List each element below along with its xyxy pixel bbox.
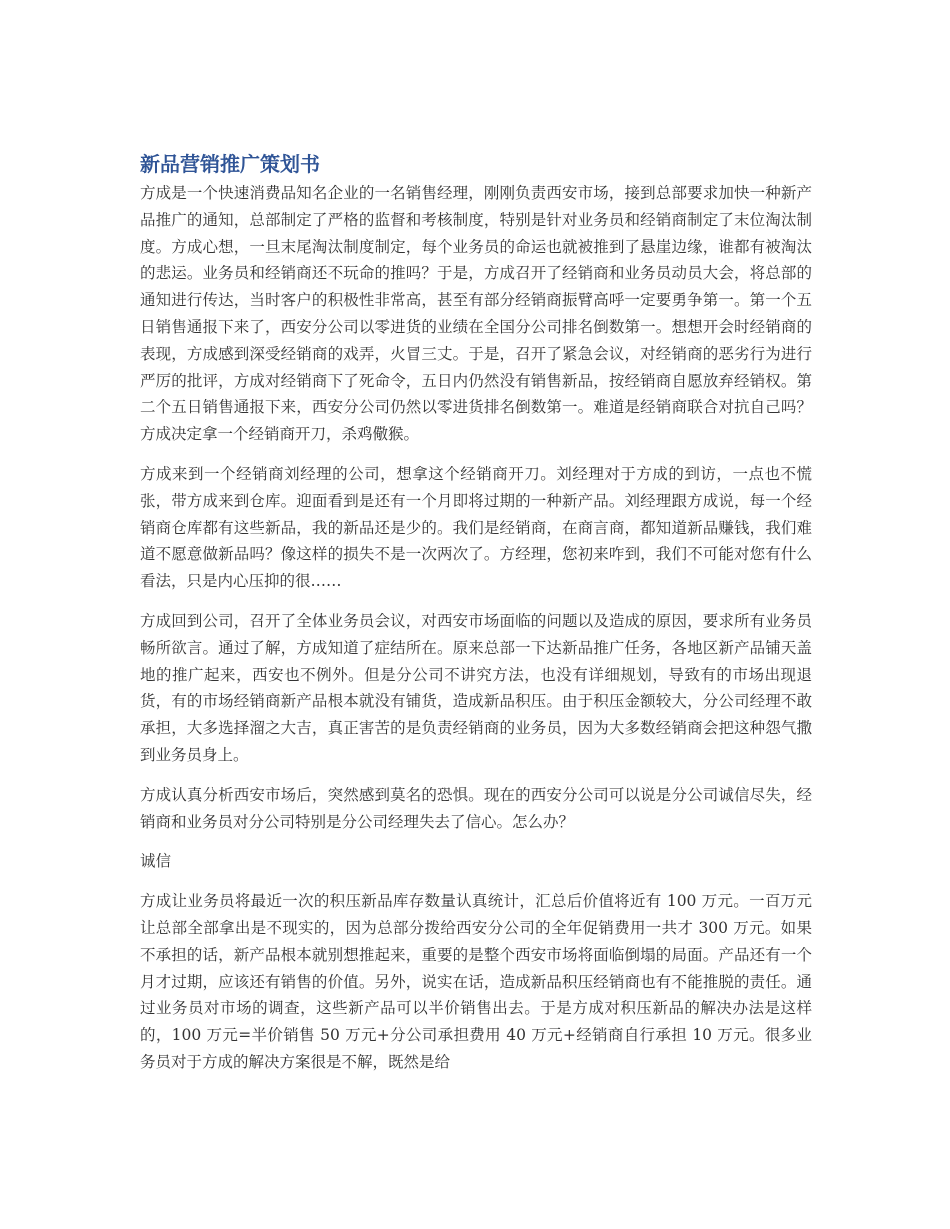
paragraph-solution: 方成让业务员将最近一次的积压新品库存数量认真统计，汇总后价值将近有 100 万元。一百万元让总部全部拿出是不现实的，因为总部分拨给西安分公司的全年促销费用一共才 300 万元。如果不承担的话，新产品根本就别想推起来，重要的是整个西安市场将面临倒塌的局面。产品还有一个月才过期，应该还有销售的价值。另外，说实在话，造成新品积压经销商也有不能推脱的责任。通过业务员对市场的调查，这些新产品可以半价销售出去。于是方成对积压新品的解决办法是这样的，100 万元=半价销售 50 万元+分公司承担费用 40 万元+经销商自行承担 10 万元。很多业务员对于方成的解决方案很是不解，既然是给 <box>140 892 812 1071</box>
paragraph-staff-meeting: 方成回到公司，召开了全体业务员会议，对西安市场面临的问题以及造成的原因，要求所有业务员畅所欲言。通过了解，方成知道了症结所在。原来总部一下达新品推广任务，各地区新产品铺天盖地的推广起来，西安也不例外。但是分公司不讲究方法，也没有详细规划，导致有的市场出现退货，有的市场经销商新产品根本就没有铺货，造成新品积压。由于积压金额较大，分公司经理不敢承担，大多选择溜之大吉，真正害苦的是负责经销商的业务员，因为大多数经销商会把这种怨气撒到业务员身上。 <box>140 611 812 764</box>
paragraph-dealer-visit: 方成来到一个经销商刘经理的公司，想拿这个经销商开刀。刘经理对于方成的到访，一点也不慌张，带方成来到仓库。迎面看到是还有一个月即将过期的一种新产品。刘经理跟方成说，每一个经销商仓库都有这些新品，我的新品还是少的。我们是经销商，在商言商，都知道新品赚钱，我们难道不愿意做新品吗？像这样的损失不是一次两次了。方经理，您初来咋到，我们不可能对您有什么看法，只是内心压抑的很…… <box>140 464 812 591</box>
paragraph-intro: 方成是一个快速消费品知名企业的一名销售经理，刚刚负责西安市场，接到总部要求加快一种新产品推广的通知，总部制定了严格的监督和考核制度，特别是针对业务员和经销商制定了末位淘汰制度。方成心想，一旦末尾淘汰制度制定，每个业务员的命运也就被推到了悬崖边缘，谁都有被淘汰的悲运。业务员和经销商还不玩命的推吗？于是，方成召开了经销商和业务员动员大会，将总部的通知进行传达，当时客户的积极性非常高，甚至有部分经销商振臂高呼一定要勇争第一。第一个五日销售通报下来了，西安分公司以零进货的业绩在全国分公司排名倒数第一。想想开会时经销商的表现，方成感到深受经销商的戏弄，火冒三丈。于是，召开了紧急会议，对经销商的恶劣行为进行严厉的批评，方成对经销商下了死命令，五日内仍然没有销售新品，按经销商自愿放弃经销权。第二个五日销售通报下来，西安分公司仍然以零进货排名倒数第一。难道是经销商联合对抗自己吗？方成决定拿一个经销商开刀，杀鸡儆猴。 <box>140 184 812 444</box>
document-title: 新品营销推广策划书 <box>140 152 320 176</box>
section-heading-integrity: 诚信 <box>140 852 172 871</box>
document-page <box>140 150 812 1089</box>
paragraph-analysis: 方成认真分析西安市场后，突然感到莫名的恐惧。现在的西安分公司可以说是分公司诚信尽失，经销商和业务员对分公司特别是分公司经理失去了信心。怎么办？ <box>140 785 812 831</box>
